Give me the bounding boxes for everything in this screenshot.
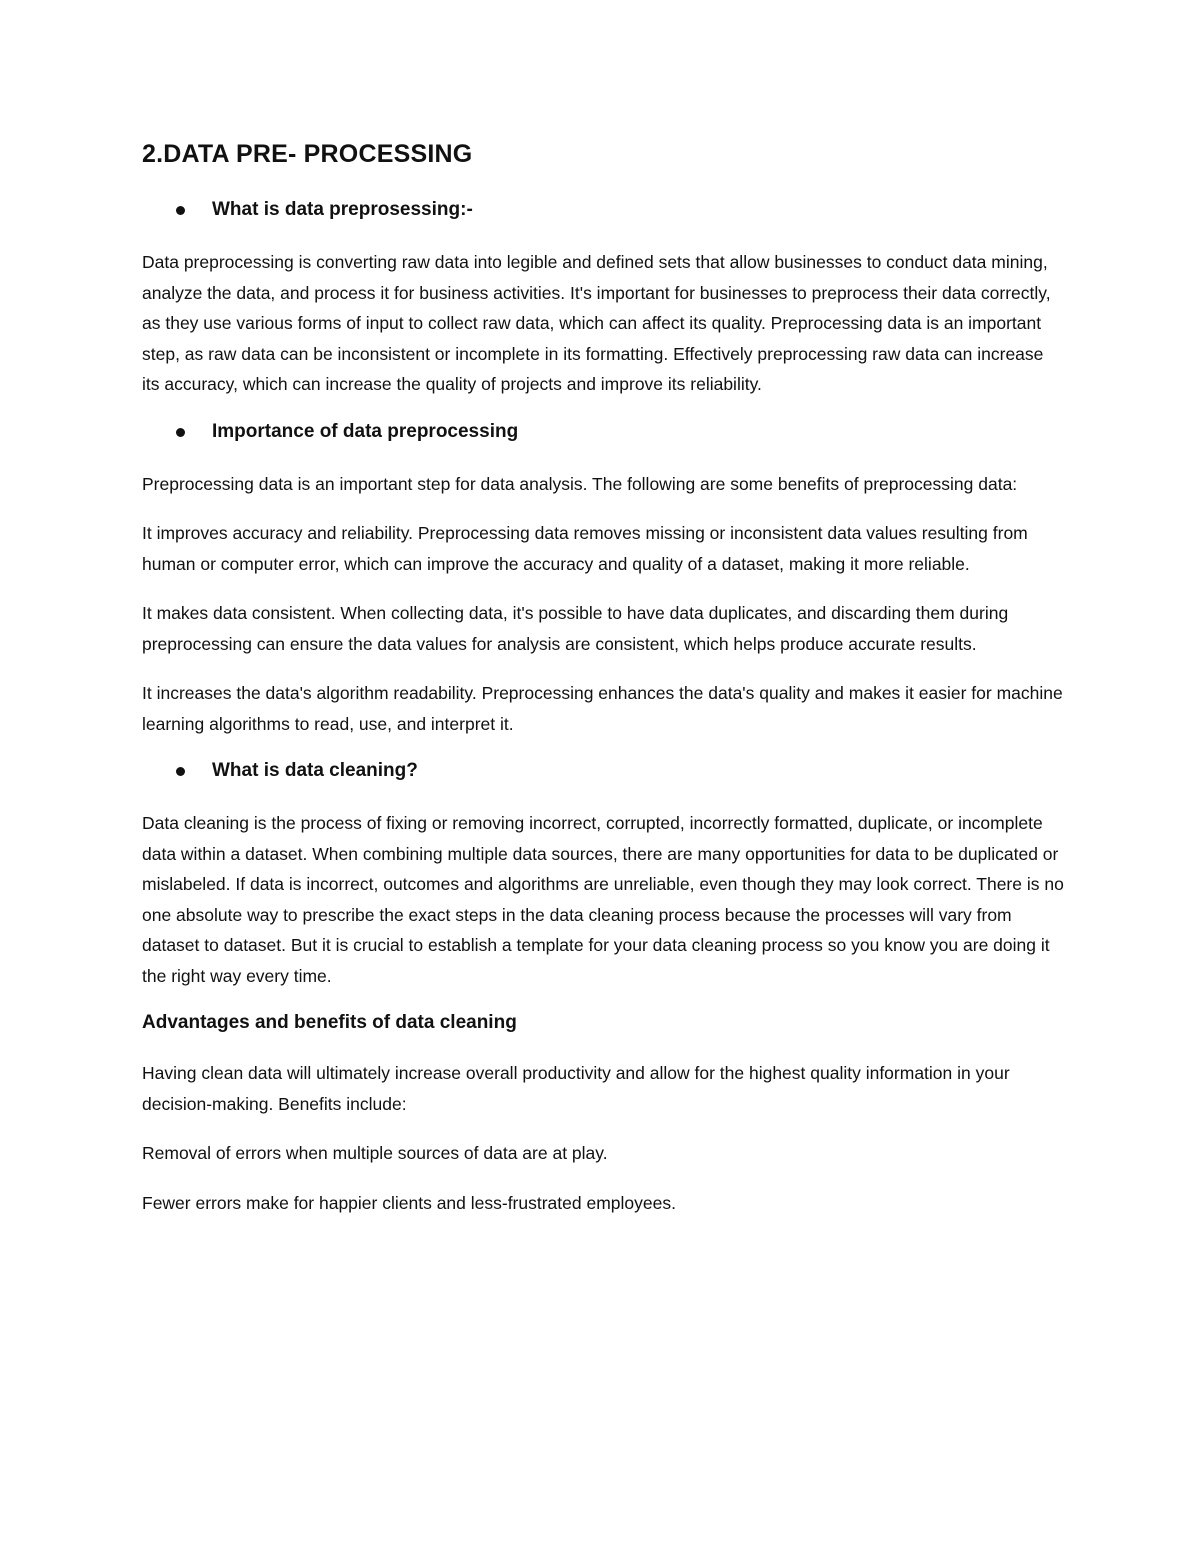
section-heading-text: What is data preprosessing:- (212, 199, 473, 220)
paragraph: Removal of errors when multiple sources of data are at play. (142, 1143, 608, 1163)
bullet-icon (176, 767, 185, 776)
paragraph: It makes data consistent. When collecting data, it's possible to have data duplicates, and discarding them during preprocessing can ensure the data values for analysis are consistent, which helps produce accurate results. (142, 603, 1009, 654)
paragraph: It improves accuracy and reliability. Preprocessing data removes missing or inconsistent data values resulting from human or computer error, which can improve the accuracy and quality of a dataset, making it more reliable. (142, 523, 1028, 574)
paragraph: Data preprocessing is converting raw data into legible and defined sets that allow businesses to conduct data mining, analyze the data, and process it for business activities. It's important for businesses to preprocess their data correctly, as they use various forms of input to collect raw data, which can affect its quality. Preprocessing data is an important step, as raw data can be inconsistent or incomplete in its formatting. Effectively preprocessing raw data can increase its accuracy, which can increase the quality of projects and improve its reliability. (142, 252, 1051, 394)
section-heading-text: What is data cleaning? (212, 760, 418, 781)
paragraph: Fewer errors make for happier clients and less-frustrated employees. (142, 1192, 676, 1213)
section-heading-text: Importance of data preprocessing (212, 420, 519, 442)
section-heading-what-is-preprocessing (142, 197, 1064, 223)
paragraph: Having clean data will ultimately increase overall productivity and allow for the highest quality information in your decision-making. Benefits include: (142, 1063, 1010, 1114)
section-heading-data-cleaning (142, 758, 1064, 784)
document-title: 2.DATA PRE- PROCESSING (142, 140, 473, 168)
paragraph: It increases the data's algorithm readability. Preprocessing enhances the data's quality and makes it easier for machine learning algorithms to read, use, and interpret it. (142, 683, 1063, 734)
paragraph: Data cleaning is the process of fixing or removing incorrect, corrupted, incorrectly formatted, duplicate, or incomplete data within a dataset. When combining multiple data sources, there are many opportunities for data to be duplicated or mislabeled. If data is incorrect, outcomes and algorithms are unreliable, even though they may look correct. There is no one absolute way to prescribe the exact steps in the data cleaning process because the processes will vary from dataset to dataset. But it is crucial to establish a template for your data cleaning process so you know you are doing it the right way every time. (142, 813, 1064, 986)
bullet-icon (176, 206, 185, 215)
bullet-icon (176, 428, 185, 437)
section-heading-advantages: Advantages and benefits of data cleaning (142, 1012, 517, 1033)
document-body (142, 140, 1064, 1237)
section-heading-importance (142, 419, 1064, 445)
paragraph: Preprocessing data is an important step for data analysis. The following are some benefits of preprocessing data: (142, 473, 1018, 494)
